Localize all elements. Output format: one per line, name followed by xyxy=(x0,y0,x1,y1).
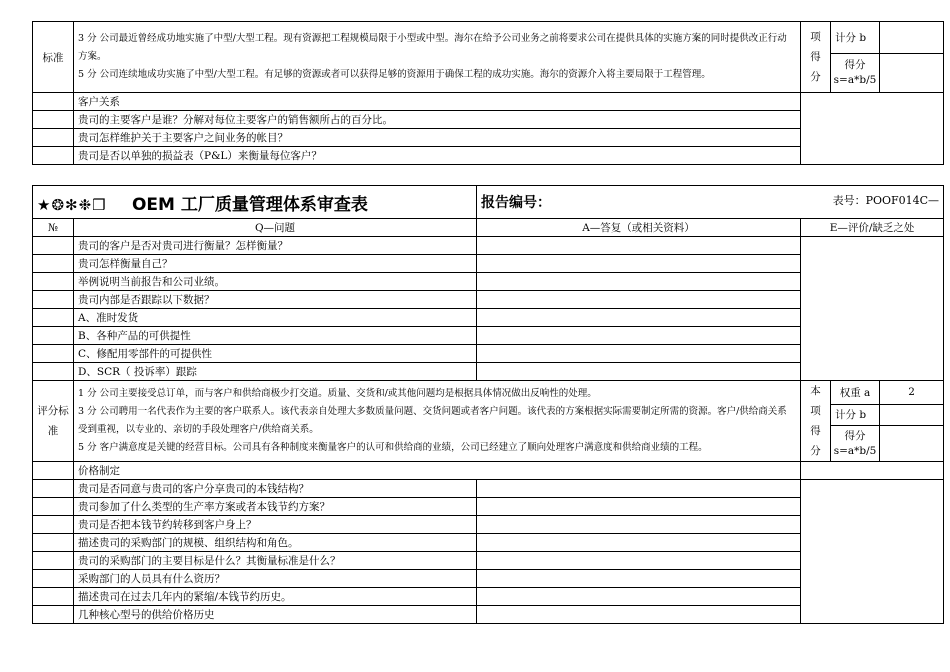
answer-cell[interactable] xyxy=(477,345,801,363)
form-number: 表号：POOF014C— xyxy=(832,194,940,207)
col-header-answer: A—答复（或相关资料） xyxy=(477,219,801,237)
eval-criteria-label: 评分标准 xyxy=(33,381,74,462)
criteria-text xyxy=(74,22,801,93)
question-row: 贵司是否把本钱节约转移到客户身上？ xyxy=(74,516,477,534)
score-value[interactable] xyxy=(880,426,944,462)
question-row: 贵司参加了什么类型的生产率方案或者本钱节约方案？ xyxy=(74,498,477,516)
item-score-label: 项得分 xyxy=(801,22,831,93)
question-row: C、修配用零部件的可提供性 xyxy=(74,345,477,363)
answer-cell[interactable] xyxy=(477,570,801,588)
score-value[interactable] xyxy=(880,54,944,93)
question-row: 贵司内部是否跟踪以下数据？ xyxy=(74,291,477,309)
answer-cell[interactable] xyxy=(477,363,801,381)
evaluation-cell[interactable] xyxy=(801,462,944,480)
answer-cell[interactable] xyxy=(477,327,801,345)
evaluation-cell[interactable] xyxy=(801,480,944,624)
answer-cell[interactable] xyxy=(477,291,801,309)
weight-label: 权重 a xyxy=(831,381,880,405)
form-title-cell xyxy=(33,186,477,219)
question-row: 采购部门的人员具有什么资历？ xyxy=(74,570,477,588)
criteria-3pt: 3 分 公司最近曾经成功地实施了中型/大型工程。现有资源把工程规模局限于小型或中型。海尔在给予公司业务之前将要求公司在提供具体的实施方案的同时提供改正行动方案。 xyxy=(78,33,787,62)
report-number-label: 报告编号： xyxy=(481,195,552,211)
question-row: 描述贵司的采购部门的规模、组织结构和角色。 xyxy=(74,534,477,552)
score-label: 得分 s=a*b/5 xyxy=(831,54,880,93)
calc-value[interactable] xyxy=(880,22,944,54)
section-title-customer: 客户关系 xyxy=(74,93,801,111)
col-header-question: Q—问题 xyxy=(74,219,477,237)
answer-cell[interactable] xyxy=(477,534,801,552)
section-title-pricing: 价格制定 xyxy=(74,462,801,480)
eval-criteria-5pt: 5 分 客户满意度是关键的经营目标。公司具有各种制度来衡量客户的认可和供给商的业绩，公司已经建立了顺向处理客户满意度和供给商业绩的工程。 xyxy=(78,442,708,453)
question-row: 几种核心型号的供给价格历史 xyxy=(74,606,477,624)
calc-label: 计分 b xyxy=(831,404,880,426)
question-row: 描述贵司在过去几年内的紧缩/本钱节约历史。 xyxy=(74,588,477,606)
eval-criteria-3pt: 3 分 公司聘用一名代表作为主要的客户联系人。该代表亲自处理大多数质量问题、交货问题或者客户问题。该代表的方案根据实际需要制定所需的资源。客户/供给商关系受到重视，以专业的、亲切的手段处理客户/供给商关系。 xyxy=(78,406,787,435)
answer-cell[interactable] xyxy=(477,498,801,516)
logo-symbols-icon: ★❂✻❉❒ xyxy=(37,195,107,214)
calc-label: 计分 b xyxy=(831,22,880,54)
calc-value[interactable] xyxy=(880,404,944,426)
form-title: OEM 工厂质量管理体系审查表 xyxy=(131,194,368,215)
eval-criteria-text xyxy=(74,381,801,462)
answer-cell[interactable] xyxy=(477,606,801,624)
question-row: 贵司的主要客户是谁？分解对每位主要客户的销售额所占的百分比。 xyxy=(74,111,801,129)
question-row: 贵司怎样维护关于主要客户之间业务的帐目？ xyxy=(74,129,801,147)
question-row: 贵司的客户是否对贵司进行衡量？怎样衡量？ xyxy=(74,237,477,255)
answer-cell[interactable] xyxy=(477,237,801,255)
report-cell xyxy=(477,186,944,219)
question-row: 贵司怎样衡量自己？ xyxy=(74,255,477,273)
item-score-label: 本项得分 xyxy=(801,381,831,462)
question-row: 举例说明当前报告和公司业绩。 xyxy=(74,273,477,291)
question-row: 贵司的采购部门的主要目标是什么？其衡量标准是什么？ xyxy=(74,552,477,570)
eval-criteria-1pt: 1 分 公司主要接受总订单，而与客户和供给商极少打交道。质量、交货和/或其他问题均是根据具体情况做出反响性的处理。 xyxy=(78,388,597,399)
answer-cell[interactable] xyxy=(477,273,801,291)
question-row: D、SCR（ 投诉率）跟踪 xyxy=(74,363,477,381)
answer-cell[interactable] xyxy=(477,480,801,498)
answer-cell[interactable] xyxy=(477,552,801,570)
col-header-evaluation: E—评价/缺乏之处 xyxy=(801,219,944,237)
answer-cell[interactable] xyxy=(477,309,801,327)
question-row: 贵司是否以单独的损益表（P&L）来衡量每位客户？ xyxy=(74,147,801,165)
criteria-label: 标准 xyxy=(33,22,74,93)
weight-value: 2 xyxy=(880,381,944,405)
question-row: A、准时发货 xyxy=(74,309,477,327)
answer-cell[interactable] xyxy=(477,588,801,606)
score-label: 得分 s=a*b/5 xyxy=(831,426,880,462)
question-row: B、各种产品的可供提性 xyxy=(74,327,477,345)
evaluation-cell[interactable] xyxy=(801,237,944,381)
criteria-continuation-table xyxy=(32,21,944,165)
row-no xyxy=(33,93,74,111)
answer-cell[interactable] xyxy=(477,516,801,534)
audit-table xyxy=(32,185,944,624)
criteria-5pt: 5 分 公司连续地成功实施了中型/大型工程。有足够的资源或者可以获得足够的资源用于确保工程的成功实施。海尔的资源介入将主要局限于工程管理。 xyxy=(78,69,711,80)
answer-cell[interactable] xyxy=(477,255,801,273)
question-row: 贵司是否同意与贵司的客户分享贵司的本钱结构？ xyxy=(74,480,477,498)
col-header-no: № xyxy=(33,219,74,237)
evaluation-cell[interactable] xyxy=(801,93,944,165)
